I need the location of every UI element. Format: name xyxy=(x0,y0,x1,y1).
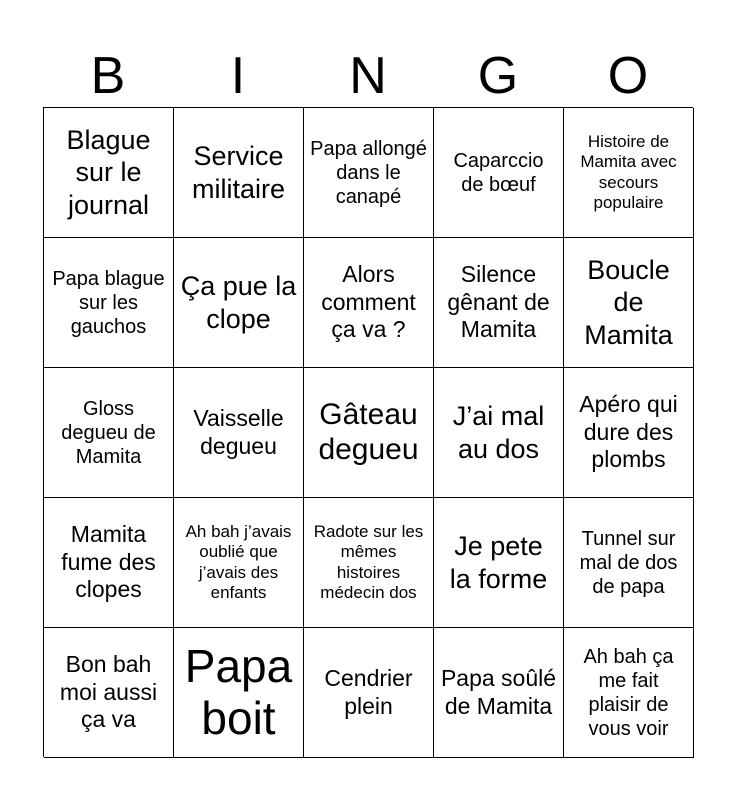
header-letter-i: I xyxy=(230,47,246,105)
cell-text: Bon bah moi aussi ça va xyxy=(59,651,158,733)
bingo-cell[interactable] xyxy=(44,368,174,498)
cell-text: Je pete la forme xyxy=(449,531,548,594)
bingo-cell[interactable] xyxy=(174,238,304,368)
bingo-cell[interactable] xyxy=(304,628,434,758)
bingo-cell[interactable] xyxy=(564,628,694,758)
header-letter-g: G xyxy=(477,47,519,105)
header-letter-b: B xyxy=(90,47,126,105)
bingo-cell[interactable] xyxy=(174,628,304,758)
cell-text: Service militaire xyxy=(191,141,285,204)
header-letter-n: N xyxy=(349,47,387,105)
bingo-cell[interactable] xyxy=(174,368,304,498)
cell-text: Ça pue la clope xyxy=(180,271,297,334)
bingo-cell[interactable] xyxy=(434,498,564,628)
bingo-cell[interactable] xyxy=(434,628,564,758)
bingo-cell[interactable] xyxy=(44,498,174,628)
bingo-cell[interactable] xyxy=(564,368,694,498)
cell-text: Papa soûlé de Mamita xyxy=(440,664,557,719)
cell-text: J’ai mal au dos xyxy=(452,401,545,464)
bingo-cell[interactable] xyxy=(44,108,174,238)
bingo-grid xyxy=(43,107,693,757)
cell-text: Alors comment ça va ? xyxy=(321,261,416,343)
cell-text: Histoire de Mamita avec secours populaire xyxy=(580,131,677,212)
cell-text: Ah bah ça me fait plaisir de vous voir xyxy=(583,645,674,740)
bingo-cell[interactable] xyxy=(434,238,564,368)
cell-text: Apéro qui dure des plombs xyxy=(579,391,678,473)
cell-text: Papa boit xyxy=(184,639,293,744)
bingo-cell[interactable] xyxy=(44,238,174,368)
cell-text: Papa allongé dans le canapé xyxy=(310,137,427,208)
cell-text: Radote sur les mêmes histoires médecin dos xyxy=(313,521,424,602)
bingo-cell[interactable] xyxy=(44,628,174,758)
bingo-cell[interactable] xyxy=(174,108,304,238)
bingo-cell[interactable] xyxy=(304,498,434,628)
cell-text: Ah bah j’avais oublié que j’avais des enfants xyxy=(185,521,292,602)
bingo-cell[interactable] xyxy=(434,368,564,498)
cell-text: Blague sur le journal xyxy=(66,124,151,220)
bingo-cell[interactable] xyxy=(564,238,694,368)
cell-text: Papa blague sur les gauchos xyxy=(52,267,165,338)
cell-text: Caparccio de bœuf xyxy=(453,149,544,196)
cell-text: Gloss degueu de Mamita xyxy=(61,397,156,468)
cell-text: Vaisselle degueu xyxy=(193,404,284,459)
cell-text: Gâteau degueu xyxy=(318,397,419,466)
cell-text: Silence gênant de Mamita xyxy=(447,261,550,343)
header-letter-o: O xyxy=(607,47,649,105)
bingo-cell[interactable] xyxy=(174,498,304,628)
bingo-cell[interactable] xyxy=(304,238,434,368)
bingo-cell[interactable] xyxy=(434,108,564,238)
bingo-cell[interactable] xyxy=(304,368,434,498)
cell-text: Boucle de Mamita xyxy=(584,254,673,350)
cell-text: Cendrier plein xyxy=(324,664,413,719)
bingo-cell[interactable] xyxy=(564,498,694,628)
bingo-header xyxy=(43,46,693,106)
bingo-cell[interactable] xyxy=(564,108,694,238)
cell-text: Mamita fume des clopes xyxy=(61,521,156,603)
cell-text: Tunnel sur mal de dos de papa xyxy=(579,527,678,598)
bingo-cell[interactable] xyxy=(304,108,434,238)
